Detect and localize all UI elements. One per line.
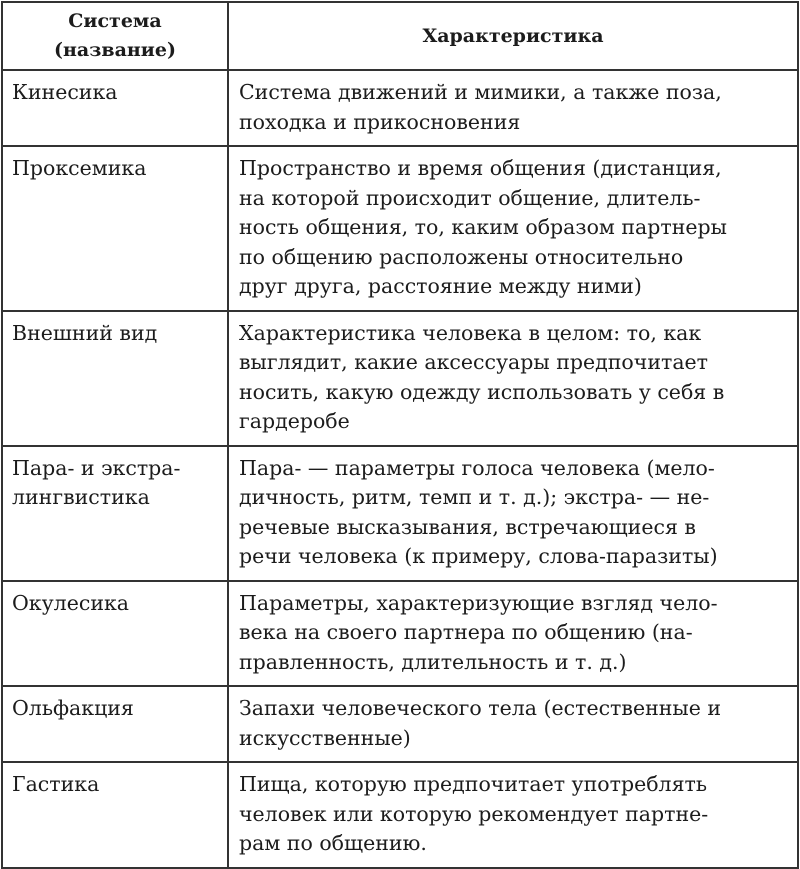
characteristic-cell bbox=[228, 762, 798, 868]
characteristic-line: ность общения, то, каким образом партнеры bbox=[239, 215, 727, 239]
table-row bbox=[2, 146, 798, 311]
table-row bbox=[2, 70, 798, 146]
table-row bbox=[2, 446, 798, 581]
header-system bbox=[2, 2, 228, 70]
table-body bbox=[2, 70, 798, 868]
characteristic-line: дичность, ритм, темп и т. д.); экстра- — не- bbox=[239, 485, 710, 509]
characteristic-line: на которой происходит общение, длитель- bbox=[239, 185, 701, 210]
characteristic-cell bbox=[228, 686, 798, 762]
header-system-line2: (название) bbox=[54, 39, 176, 61]
system-name-line: Кинесика bbox=[12, 80, 118, 104]
header-characteristic: Характеристика bbox=[228, 2, 798, 70]
characteristic-line: походка и прикосновения bbox=[239, 109, 521, 134]
table-row bbox=[2, 762, 798, 868]
characteristic-line: друг друга, расстояние между ними) bbox=[239, 274, 642, 298]
characteristic-line: Запахи человеческого тела (естественные и bbox=[239, 696, 722, 720]
characteristic-line: века на своего партнера по общению (на- bbox=[239, 620, 693, 644]
table-row bbox=[2, 581, 798, 687]
characteristic-cell bbox=[228, 146, 798, 311]
characteristic-line: человек или которую рекомендует партне- bbox=[239, 801, 709, 826]
characteristic-cell bbox=[228, 311, 798, 446]
characteristic-line: носить, какую одежду использовать у себя в bbox=[239, 379, 725, 404]
characteristic-line: Параметры, характеризующие взгляд чело- bbox=[239, 590, 718, 615]
characteristic-cell bbox=[228, 70, 798, 146]
characteristic-cell bbox=[228, 581, 798, 687]
nonverbal-systems-table bbox=[1, 1, 799, 869]
characteristic-line: Система движений и мимики, а также поза, bbox=[239, 80, 722, 104]
characteristic-line: речи человека (к примеру, слова-паразиты) bbox=[239, 544, 718, 568]
system-name-cell bbox=[2, 581, 228, 687]
table-row bbox=[2, 311, 798, 446]
system-name-cell bbox=[2, 446, 228, 581]
characteristic-line: правленность, длительность и т. д.) bbox=[239, 649, 627, 674]
system-name-line: Гастика bbox=[12, 772, 100, 796]
header-system-line1: Система bbox=[68, 10, 162, 32]
system-name-line: Пара- и экстра- bbox=[12, 455, 181, 480]
system-name-cell bbox=[2, 762, 228, 868]
header-row bbox=[2, 2, 798, 70]
characteristic-line: Пара- — параметры голоса человека (мело- bbox=[239, 455, 715, 480]
system-name-line: Ольфакция bbox=[12, 696, 134, 720]
characteristic-line: искусственные) bbox=[239, 725, 411, 750]
characteristic-line: Характеристика человека в целом: то, как bbox=[239, 320, 702, 345]
characteristic-line: гардеробе bbox=[239, 409, 350, 433]
system-name-line: Проксемика bbox=[12, 156, 147, 180]
system-name-cell bbox=[2, 70, 228, 146]
system-name-line: лингвистика bbox=[12, 485, 150, 509]
characteristic-line: Пища, которую предпочитает употреблять bbox=[239, 772, 708, 796]
characteristic-line: выглядит, какие аксессуары предпочитает bbox=[239, 350, 709, 374]
system-name-line: Внешний вид bbox=[12, 320, 158, 345]
system-name-line: Окулесика bbox=[12, 590, 130, 615]
characteristic-line: по общению расположены относительно bbox=[239, 244, 684, 269]
characteristic-line: рам по общению. bbox=[239, 831, 427, 855]
characteristic-cell bbox=[228, 446, 798, 581]
system-name-cell bbox=[2, 311, 228, 446]
characteristic-line: Пространство и время общения (дистанция, bbox=[239, 156, 722, 180]
table-row bbox=[2, 686, 798, 762]
system-name-cell bbox=[2, 686, 228, 762]
system-name-cell bbox=[2, 146, 228, 311]
characteristic-line: речевые высказывания, встречающиеся в bbox=[239, 514, 696, 539]
